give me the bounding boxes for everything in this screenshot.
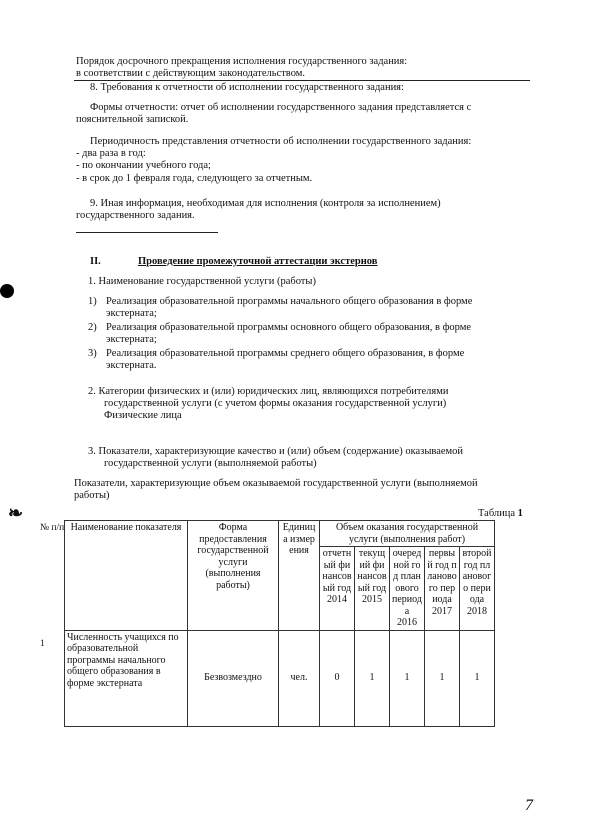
year-header [425,547,460,631]
item2-line2: государственной услуги (с учетом формы оказания государственной услуги) [104,398,447,409]
year-value: 2014 [327,594,347,605]
col-name-header: Наименование показателя [65,521,188,631]
item9-line1: 9. Иная информация, необходимая для исполнения (контроля за исполнением) [90,198,441,209]
row-value: 1 [390,630,425,726]
year-value: 2015 [362,594,382,605]
volume-line1: Показатели, характеризующие объем оказываемой государственной услуги (выполняемой [74,478,478,489]
service-line2: экстерната; [106,308,157,319]
item3-line1: 3. Показатели, характеризующие качество и (или) объем (содержание) оказываемой [88,446,464,457]
hole-punch-mark [0,284,14,298]
forms-line1: Формы отчетности: отчет об исполнении государственного задания представляется с [90,102,472,113]
periodicity-title: Периодичность представления отчетности об исполнении государственного задания: [90,136,472,147]
forms-line2: пояснительной запиской. [76,114,189,125]
periodicity-item: - по окончании учебного года; [76,160,211,171]
section-title: Проведение промежуточной аттестации экстернов [138,256,378,267]
early-termination-title: Порядок досрочного прекращения исполнения государственного задания: [76,56,408,67]
row-value: 1 [460,630,495,726]
volume-table [64,520,495,727]
col-volume-header: Объем оказания государственной услуги (выполнения работ) [320,521,495,547]
item2-line1: 2. Категории физических и (или) юридических лиц, являющихся потребителями [88,386,449,397]
row-unit: чел. [279,630,320,726]
year-label: очередной год планового периода [392,548,422,617]
item2-line3: Физические лица [104,410,182,421]
col-unit-header: Единица измерения [279,521,320,631]
year-label: второй год планового периода [462,548,492,605]
year-label: текущий финансовый год [357,548,387,594]
periodicity-item: - два раза в год: [76,148,146,159]
service-line2: экстерната; [106,334,157,345]
item9-line2: государственного задания. [76,210,195,221]
table-caption-word: Таблица [478,508,516,519]
item1-heading: 1. Наименование государственной услуги (работы) [88,276,316,287]
service-num: 3) [88,348,97,359]
short-rule [76,232,218,233]
table-caption-number: 1 [517,508,523,519]
periodicity-item: - в срок до 1 февраля года, следующего за отчетным. [76,173,313,184]
row-value: 0 [320,630,355,726]
section-roman: II. [90,256,101,267]
col-form-header: Форма предоставления государственной услуги (выполнения работы) [188,521,279,631]
volume-line2: работы) [74,490,110,501]
year-value: 2017 [432,605,452,617]
page-number: 7 [525,797,533,814]
row-name: Численность учащихся по образовательной программы начального общего образования в форме экстерната [65,630,188,726]
col-num-header: № п/п [40,523,65,533]
service-line1: Реализация образовательной программы начального общего образования в форме [106,296,473,307]
service-num: 1) [88,296,97,307]
year-value: 2018 [467,605,487,617]
year-label: отчетный финансовый год [322,548,352,594]
service-line2: экстерната. [106,360,157,371]
handwritten-mark: ❧ [8,503,24,523]
year-header [355,547,390,631]
service-line1: Реализация образовательной программы среднего общего образования, в форме [106,348,465,359]
year-header [320,547,355,631]
table-caption [478,508,523,520]
row-value: 1 [355,630,390,726]
year-value: 2016 [397,617,417,628]
item8-heading: 8. Требования к отчетности об исполнении государственного задания: [90,82,404,93]
item3-line2: государственной услуги (выполняемой работы) [104,458,317,469]
row-form: Безвозмездно [188,630,279,726]
row-number: 1 [40,639,45,649]
row-value: 1 [425,630,460,726]
year-header [460,547,495,631]
early-termination-text: в соответствии с действующим законодательством. [76,68,306,79]
divider-line [74,80,530,81]
year-header [390,547,425,631]
service-line1: Реализация образовательной программы основного общего образования, в форме [106,322,472,333]
year-label: первый год планового периода [427,548,457,605]
table-row [65,630,495,726]
service-num: 2) [88,322,97,333]
